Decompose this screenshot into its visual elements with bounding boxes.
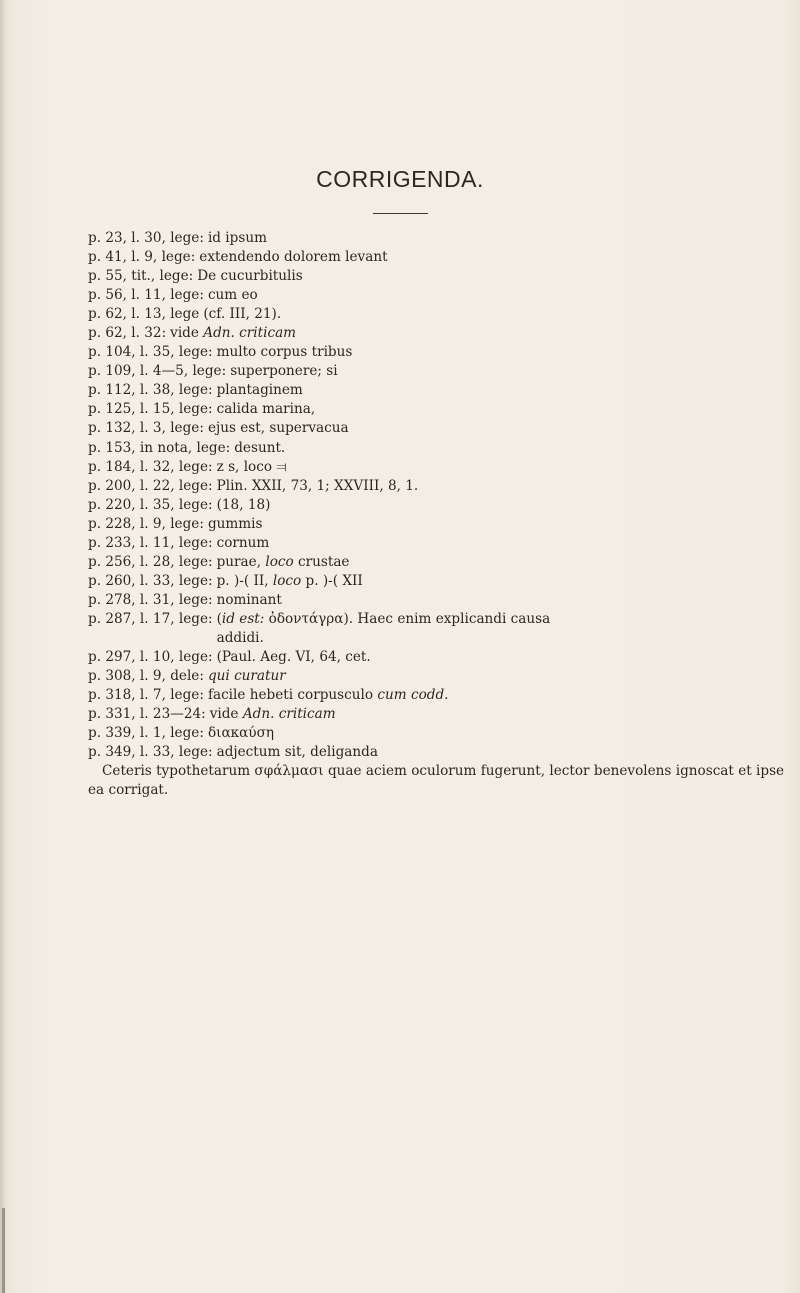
- errata-correction: [213, 477, 788, 496]
- errata-reference: p. 55, tit., lege:: [88, 268, 194, 285]
- correction-italic: loco: [272, 572, 302, 589]
- correction-text: cum eo: [207, 287, 258, 304]
- errata-correction: [213, 496, 788, 515]
- title-rule: [373, 213, 428, 214]
- errata-correction: [230, 439, 788, 458]
- correction-text: desunt.: [234, 439, 286, 456]
- errata-reference: p. 233, l. 11, lege:: [88, 534, 213, 551]
- correction-italic: cum codd.: [377, 687, 449, 704]
- errata-correction: [204, 286, 788, 305]
- correction-text: διακαύση: [207, 725, 274, 742]
- correction-text: multo corpus tribus: [216, 344, 353, 361]
- errata-entry: [88, 343, 788, 362]
- errata-entry: [88, 324, 788, 343]
- errata-reference: p. 220, l. 35, lege:: [88, 496, 213, 513]
- errata-correction: [213, 534, 788, 553]
- errata-correction: [204, 686, 788, 705]
- correction-text: (18, 18): [216, 496, 271, 513]
- closing-note: Ceteris typothetarum σφάλμασι quae aciem oculorum fugerunt, lector benevolens ignoscat et ipse ea corrigat.: [88, 763, 785, 799]
- errata-correction: [213, 381, 788, 400]
- binding-mark: [2, 1208, 5, 1293]
- page-title: CORRIGENDA.: [316, 166, 484, 192]
- correction-text: vide: [209, 706, 243, 723]
- errata-list: [88, 229, 788, 762]
- errata-entry: [88, 229, 788, 248]
- errata-entry: [88, 267, 788, 286]
- errata-reference: p. 256, l. 28, lege:: [88, 553, 213, 570]
- errata-reference: p. 349, l. 33, lege:: [88, 744, 213, 761]
- errata-reference: p. 153, in nota, lege:: [88, 439, 231, 456]
- errata-reference: p. 287, l. 17, lege:: [88, 610, 213, 627]
- correction-text: gummis: [207, 515, 263, 532]
- errata-entry: [88, 705, 788, 724]
- errata-correction: [213, 572, 788, 591]
- errata-correction: [166, 324, 788, 343]
- correction-text: facile hebeti corpusculo: [207, 687, 378, 704]
- errata-entry: [88, 362, 788, 381]
- correction-text: p. )-( XII: [301, 572, 363, 589]
- errata-reference: p. 260, l. 33, lege:: [88, 572, 213, 589]
- correction-italic: qui curatur: [207, 668, 286, 685]
- errata-correction: [193, 267, 788, 286]
- errata-reference: p. 331, l. 23—24:: [88, 706, 206, 723]
- errata-entry: [88, 553, 788, 572]
- correction-text: plantaginem: [216, 382, 303, 399]
- errata-correction: [204, 667, 788, 686]
- errata-entry: [88, 496, 788, 515]
- errata-correction: [199, 305, 788, 324]
- correction-text: ejus est, supervacua: [207, 420, 349, 437]
- errata-reference: p. 62, l. 13, lege: [88, 306, 200, 323]
- correction-text: id ipsum: [207, 230, 267, 246]
- correction-continuation: addidi.: [216, 629, 264, 646]
- errata-reference: p. 297, l. 10, lege:: [88, 649, 213, 666]
- errata-reference: p. 339, l. 1, lege:: [88, 725, 204, 742]
- errata-reference: p. 125, l. 15, lege:: [88, 401, 213, 418]
- errata-reference: p. 56, l. 11, lege:: [88, 287, 204, 304]
- errata-reference: p. 228, l. 9, lege:: [88, 515, 204, 532]
- correction-text: superponere; si: [230, 363, 338, 380]
- errata-reference: p. 308, l. 9, dele:: [88, 668, 204, 685]
- errata-correction: [213, 553, 788, 572]
- errata-correction: [213, 343, 788, 362]
- page-edge: [0, 0, 6, 1293]
- correction-text: De cucurbitulis: [197, 268, 303, 285]
- errata-entry: [88, 610, 788, 648]
- errata-correction: [226, 362, 788, 381]
- errata-correction: [204, 724, 788, 743]
- errata-reference: p. 200, l. 22, lege:: [88, 477, 213, 494]
- errata-entry: [88, 534, 788, 553]
- correction-text: extendendo dolorem levant: [199, 249, 388, 266]
- errata-reference: p. 109, l. 4—5, lege:: [88, 363, 227, 380]
- errata-correction: [213, 610, 788, 648]
- errata-entry: [88, 305, 788, 324]
- correction-text: (: [216, 610, 222, 627]
- errata-reference: p. 62, l. 32:: [88, 325, 167, 342]
- errata-correction: [195, 248, 788, 267]
- errata-entry: [88, 743, 788, 762]
- correction-italic: loco: [265, 553, 294, 570]
- errata-reference: p. 318, l. 7, lege:: [88, 687, 204, 704]
- correction-text: nominant: [216, 591, 282, 608]
- correction-text: (Paul. Aeg. VI, 64, cet.: [216, 649, 371, 666]
- correction-text: cornum: [216, 534, 270, 551]
- errata-reference: p. 132, l. 3, lege:: [88, 420, 204, 437]
- errata-entry: [88, 648, 788, 667]
- errata-reference: p. 104, l. 35, lege:: [88, 344, 213, 361]
- errata-reference: p. 23, l. 30, lege:: [88, 230, 204, 246]
- errata-correction: [213, 400, 788, 419]
- correction-text: z s, loco ⫤: [216, 458, 287, 475]
- errata-reference: p. 278, l. 31, lege:: [88, 591, 213, 608]
- correction-text: vide: [170, 325, 204, 342]
- errata-entry: [88, 724, 788, 743]
- correction-text: p. )-( II,: [216, 572, 273, 589]
- errata-entry: [88, 439, 788, 458]
- errata-entry: [88, 591, 788, 610]
- errata-entry: [88, 477, 788, 496]
- errata-correction: [213, 743, 788, 762]
- correction-text: adjectum sit, deliganda: [216, 744, 378, 761]
- errata-entry: [88, 400, 788, 419]
- correction-text: (cf. III, 21).: [203, 306, 282, 323]
- errata-entry: [88, 248, 788, 267]
- errata-correction: [213, 458, 788, 477]
- errata-entry: [88, 381, 788, 400]
- errata-reference: p. 41, l. 9, lege:: [88, 249, 196, 266]
- correction-text: purae,: [216, 553, 266, 570]
- correction-text: crustae: [293, 553, 350, 570]
- correction-text: Plin. XXII, 73, 1; XXVIII, 8, 1.: [216, 477, 419, 494]
- errata-reference: p. 184, l. 32, lege:: [88, 458, 213, 475]
- errata-correction: [204, 515, 788, 534]
- correction-italic: Adn. criticam: [203, 325, 297, 342]
- correction-italic: Adn. criticam: [242, 706, 336, 723]
- correction-text: calida marina,: [216, 401, 316, 418]
- errata-entry: [88, 419, 788, 438]
- correction-text: ὀδοντάγρα). Haec enim explicandi causa: [264, 610, 551, 627]
- errata-correction: [204, 419, 788, 438]
- errata-entry: [88, 686, 788, 705]
- errata-correction: [213, 591, 788, 610]
- errata-entry: [88, 286, 788, 305]
- errata-correction: [204, 229, 788, 248]
- errata-entry: [88, 515, 788, 534]
- errata-entry: [88, 572, 788, 591]
- correction-italic: id est:: [221, 610, 265, 627]
- errata-entry: [88, 458, 788, 477]
- errata-correction: [206, 705, 788, 724]
- errata-reference: p. 112, l. 38, lege:: [88, 382, 213, 399]
- errata-correction: [213, 648, 788, 667]
- errata-entry: [88, 667, 788, 686]
